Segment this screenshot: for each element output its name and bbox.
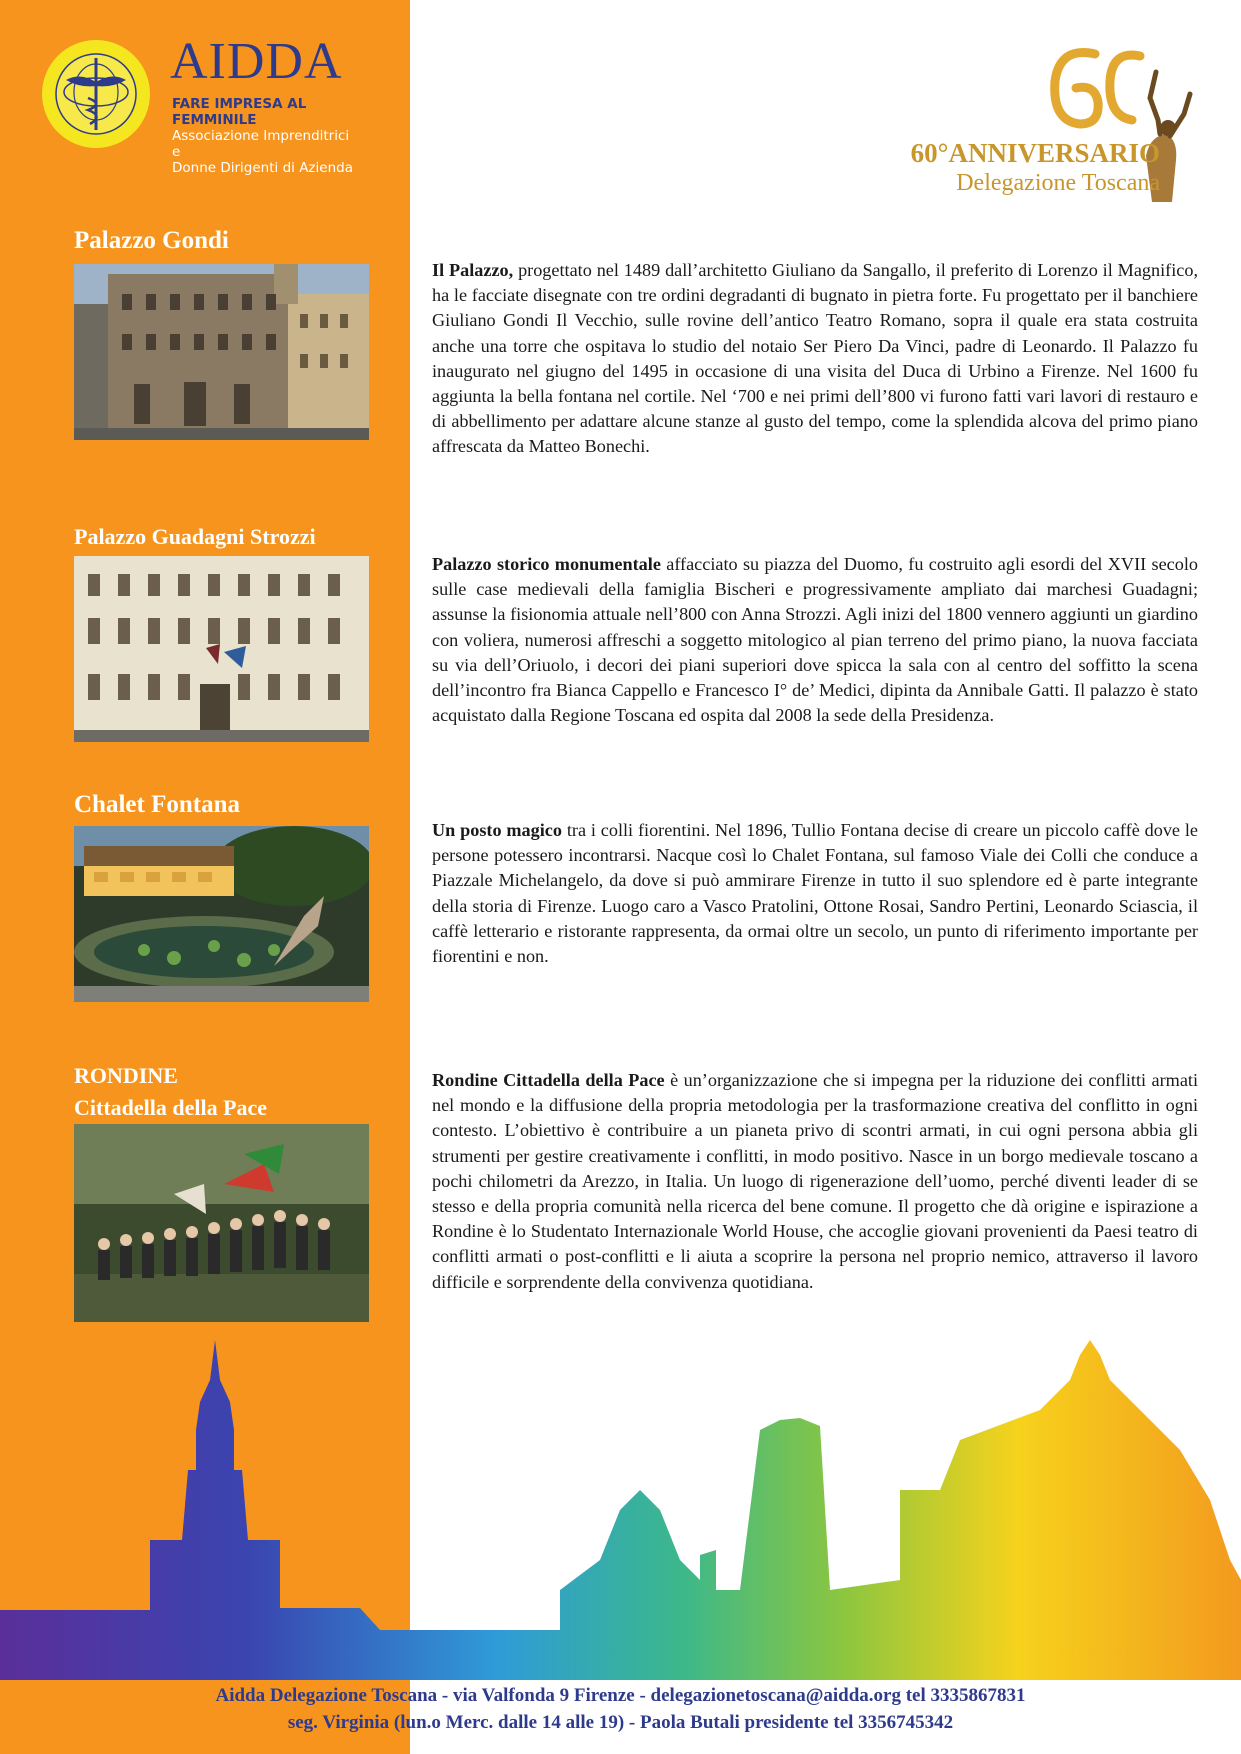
section-title-rondine [74, 1060, 267, 1124]
anniversary-subtitle: Delegazione Toscana [956, 170, 1160, 196]
footer-line-1: Aidda Delegazione Toscana - via Valfonda 9 Firenze - delegazionetoscana@aidda.org tel 3335867831 [215, 1685, 1026, 1706]
body-palazzo-guadagni-strozzi: affacciato su piazza del Duomo, fu costruito agli esordi del XVII secolo sulle case medievali della famiglia Bischeri e progressivamente ampliato dai marchesi Guadagni; assunse la fisionomia attuale nell’800 con Anna Strozzi. Agli inizi del 1800 vennero aggiunti un giardino con voliera, numerosi affreschi a soggetto mitologico al pian terreno del primo piano, la nuova facciata su via dell’Oriuolo, i decori dei piani superiori dove spicca la sala con al centro del soffitto la scena dell’incontro fra Bianca Cappello e Francesco I° de’ Medici, dipinta da Annibale Gatti. Il palazzo è stato acquistato dalla Regione Toscana ed ospita dal 2008 la sede della Presidenza. [432, 554, 1198, 726]
lead-rondine: Rondine Cittadella della Pace [432, 1070, 665, 1090]
lead-palazzo-gondi: Il Palazzo, [432, 260, 514, 280]
anniversary-title: 60°ANNIVERSARIO [910, 138, 1160, 168]
section-title-chalet-fontana: Chalet Fontana [74, 791, 240, 818]
aidda-tagline-1: FARE IMPRESA AL FEMMINILE [172, 96, 307, 128]
body-palazzo-gondi: progettato nel 1489 dall’architetto Giuliano da Sangallo, il preferito di Lorenzo il Magnifico, ha le facciate disegnate con tre ordini degradanti di bugnato in pietra forte. Fu progettato per il banchiere Giuliano Gondi Il Vecchio, sulle rovine dell’antico Teatro Romano, sopra il quale era stata costruita anche una torre che ospitava lo studio del notaio Ser Piero Da Vinci, padre di Leonardo. Il Palazzo fu inaugurato nel giugno del 1495 in occasione di una visita del Duca di Urbino a Firenze. Nel 1600 fu aggiunta la bella fontana nel cortile. Nel ‘700 e nei primi dell’800 vi furono fatti vari lavori di restauro e di abbellimento per adattare alcune stanze al gusto del tempo, come la splendida alcova del primo piano affrescata da Matteo Bonechi. [432, 260, 1198, 457]
section-text-chalet-fontana [432, 818, 1198, 969]
chalet-fontana-photo [74, 826, 369, 1002]
aidda-logo [40, 33, 360, 176]
section-text-palazzo-guadagni-strozzi [432, 552, 1198, 728]
section-title-rondine-line-1: RONDINE [74, 1063, 178, 1088]
section-text-palazzo-gondi [432, 258, 1198, 460]
palazzo-guadagni-strozzi-photo [74, 556, 369, 742]
body-chalet-fontana: tra i colli fiorentini. Nel 1896, Tullio Fontana decise di creare un piccolo caffè dove le persone potessero incontrarsi. Nacque così lo Chalet Fontana, sul famoso Viale dei Colli che conduce a Piazzale Michelangelo, da dove si può ammirare Firenze in tutto il suo splendore ed è parte integrante della storia di Firenze. Luogo caro a Vasco Pratolini, Ottone Rosai, Sandro Pertini, Leonardo Sciascia, il caffè letterario e ristorante rappresenta, da ormai oltre un secolo, un punto di riferimento importante per fiorentini e non. [432, 820, 1198, 967]
aidda-tagline-2: Associazione Imprenditrici e [172, 128, 350, 160]
section-text-rondine [432, 1068, 1198, 1295]
lead-chalet-fontana: Un posto magico [432, 820, 562, 840]
footer-line-2: seg. Virginia (lun.o Merc. dalle 14 alle 19) - Paola Butali presidente tel 3356745342 [287, 1712, 954, 1733]
section-title-palazzo-guadagni-strozzi: Palazzo Guadagni Strozzi [74, 524, 316, 549]
florence-skyline-illustration [0, 1340, 1241, 1680]
anniversary-logo [840, 36, 1200, 206]
rondine-group-photo [74, 1124, 369, 1322]
aidda-name: AIDDA [170, 33, 343, 90]
palazzo-gondi-photo [74, 264, 369, 440]
aidda-tagline [172, 96, 360, 176]
body-rondine: è un’organizzazione che si impegna per la riduzione dei conflitti armati nel mondo e la diffusione della propria metodologia per la trasformazione creativa del conflitto in ogni contesto. L’obiettivo è contribuire a un pianeta privo di scontri armati, in cui ogni persona abbia gli strumenti per gestire creativamente i conflitti, in modo positivo. Nasce in un borgo medievale toscano a pochi chilometri da Arezzo, in Italia. Un luogo di rigenerazione dell’uomo, perché diventi leader di se stesso e della propria comunità nella ricerca del bene comune. Il progetto che dà origine e ispirazione a Rondine è lo Studentato Internazionale World House, che accoglie giovani provenienti da Paesi teatro di conflitti armati o post-conflitti e li aiuta a scoprire la persona nel proprio nemico, attraverso il lavoro difficile e sorprendente della convivenza quotidiana. [432, 1070, 1199, 1292]
section-title-palazzo-gondi: Palazzo Gondi [74, 227, 229, 254]
lead-palazzo-guadagni-strozzi: Palazzo storico monumentale [432, 554, 661, 574]
aidda-seal-icon [40, 38, 152, 150]
section-title-rondine-line-2: Cittadella della Pace [74, 1095, 268, 1120]
footer-contacts [0, 1682, 1241, 1736]
aidda-tagline-3: Donne Dirigenti di Azienda [172, 160, 353, 176]
